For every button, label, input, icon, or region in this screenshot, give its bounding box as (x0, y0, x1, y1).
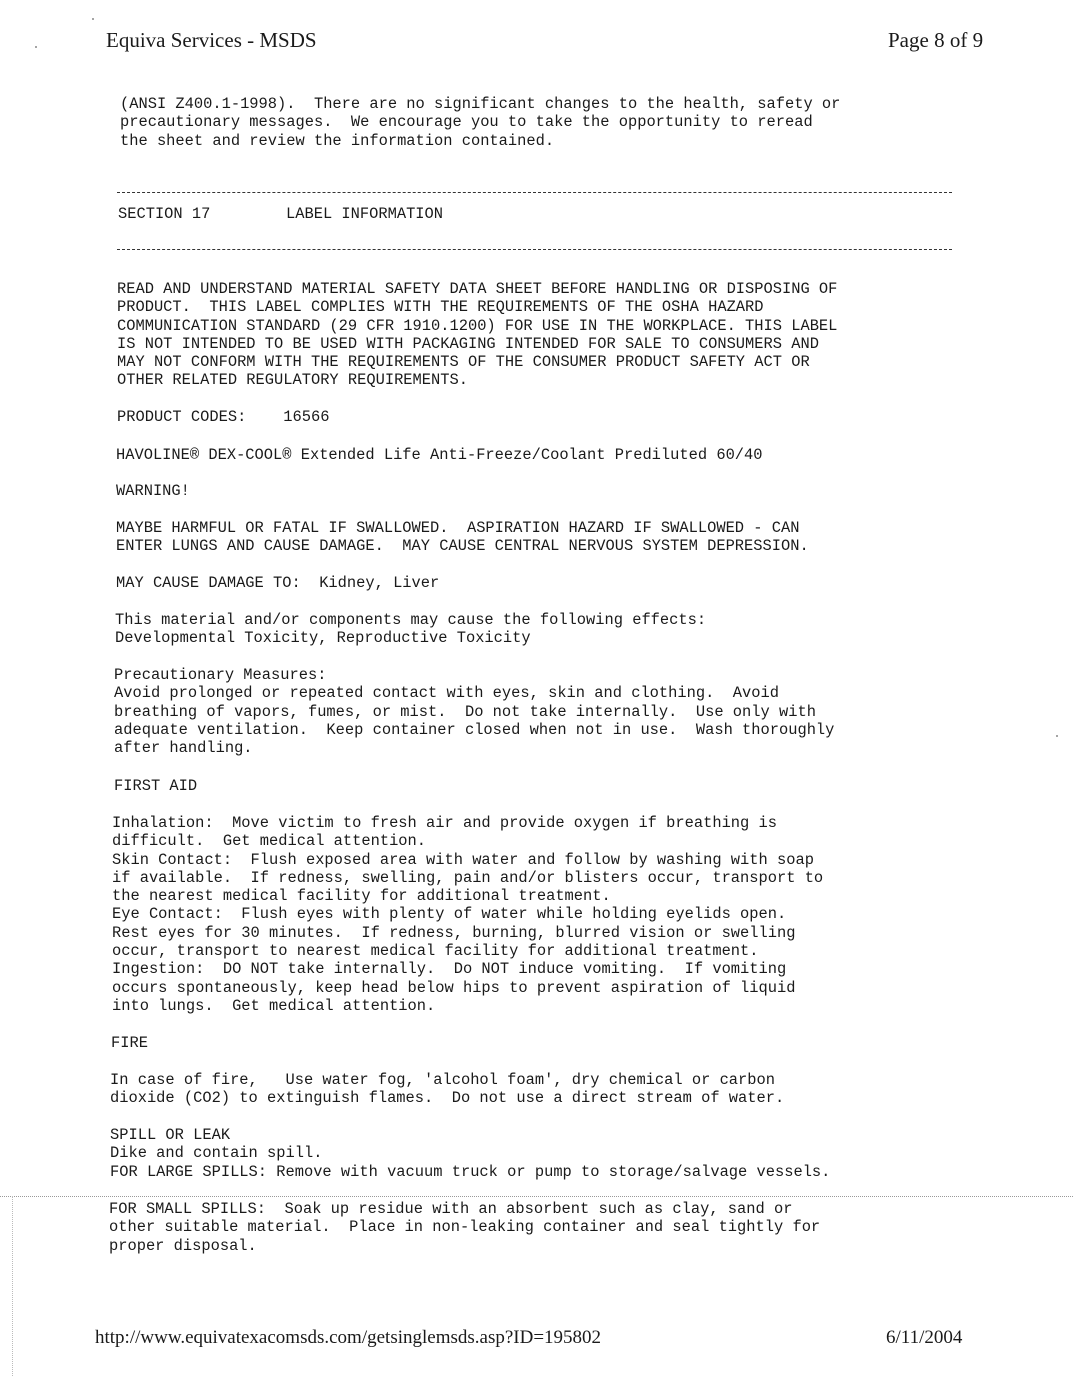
harmful-statement: MAYBE HARMFUL OR FATAL IF SWALLOWED. ASPIRATION HAZARD IF SWALLOWED - CAN ENTER LUNGS AND CAUSE DAMAGE. MAY CAUSE CENTRAL NERVOUS SYSTEM DEPRESSION. (116, 519, 809, 556)
fire-heading: FIRE (111, 1034, 148, 1052)
print-date: 6/11/2004 (886, 1327, 963, 1348)
source-url: http://www.equivatexacomsds.com/getsinglemsds.asp?ID=195802 (95, 1327, 602, 1348)
first-aid-instructions: Inhalation: Move victim to fresh air and provide oxygen if breathing is difficult. Get medical attention. Skin Contact: Flush exposed area with water and follow by washing with soap if available. If redness, swelling, pain and/or blisters occur, transport to the nearest medical facility for additional treatment. Eye Contact: Flush eyes with plenty of water while holding eyelids open. Rest eyes for 30 minutes. If redness, burning, blurred vision or swelling occur, transport to nearest medical facility for additional treatment. Ingestion: DO NOT take internally. Do NOT induce vomiting. If vomiting occurs spontaneously, keep head below hips to prevent aspiration of liquid into lungs. Get medical attention. (112, 814, 824, 1015)
first-aid-heading: FIRST AID (114, 777, 198, 795)
small-spills-instructions: FOR SMALL SPILLS: Soak up residue with an absorbent such as clay, sand or other suitable material. Place in non-leaking container and seal tightly for proper disposal. (109, 1200, 821, 1255)
section-rule-top (117, 192, 952, 193)
scan-speck (35, 46, 37, 48)
intro-paragraph: (ANSI Z400.1-1998). There are no significant changes to the health, safety or precautionary messages. We encourage you to take the opportunity to reread the sheet and review the information contained. (120, 95, 841, 150)
document-title: Equiva Services - MSDS (106, 28, 317, 52)
section-title: LABEL INFORMATION (286, 205, 444, 223)
scan-margin-line (12, 1196, 13, 1376)
section-rule-bottom (117, 249, 952, 250)
spill-instructions: SPILL OR LEAK Dike and contain spill. FOR LARGE SPILLS: Remove with vacuum truck or pump to storage/salvage vessels. (110, 1126, 831, 1181)
target-organs: MAY CAUSE DAMAGE TO: Kidney, Liver (116, 574, 440, 592)
scan-seam-line (0, 1196, 1073, 1197)
product-codes: PRODUCT CODES: 16566 (117, 408, 330, 426)
precautionary-measures: Precautionary Measures: Avoid prolonged or repeated contact with eyes, skin and clothing. Avoid breathing of vapors, fumes, or mist. Do not take internally. Use only with adequate ventilation. Keep container closed when not in use. Wash thoroughly after handling. (114, 666, 835, 758)
scan-speck (92, 18, 94, 20)
scan-speck (1056, 735, 1058, 737)
read-notice: READ AND UNDERSTAND MATERIAL SAFETY DATA SHEET BEFORE HANDLING OR DISPOSING OF PRODUCT. THIS LABEL COMPLIES WITH THE REQUIREMENTS OF THE OSHA HAZARD COMMUNICATION STANDARD (29 CFR 1910.1200) FOR USE IN THE WORKPLACE. THIS LABEL IS NOT INTENDED TO BE USED WITH PACKAGING INTENDED FOR SALE TO CONSUMERS AND MAY NOT CONFORM WITH THE REQUIREMENTS OF THE CONSUMER PRODUCT SAFETY ACT OR OTHER RELATED REGULATORY REQUIREMENTS. (117, 280, 838, 390)
section-number: SECTION 17 (118, 205, 211, 223)
health-effects: This material and/or components may cause the following effects: Developmental Toxicity, Reproductive Toxicity (115, 611, 707, 648)
warning-label: WARNING! (116, 482, 190, 500)
page-number: Page 8 of 9 (888, 28, 984, 52)
product-name: HAVOLINE® DEX-COOL® Extended Life Anti-Freeze/Coolant Prediluted 60/40 (116, 446, 763, 464)
fire-instructions: In case of fire, Use water fog, 'alcohol foam', dry chemical or carbon dioxide (CO2) to extinguish flames. Do not use a direct stream of water. (110, 1071, 785, 1108)
